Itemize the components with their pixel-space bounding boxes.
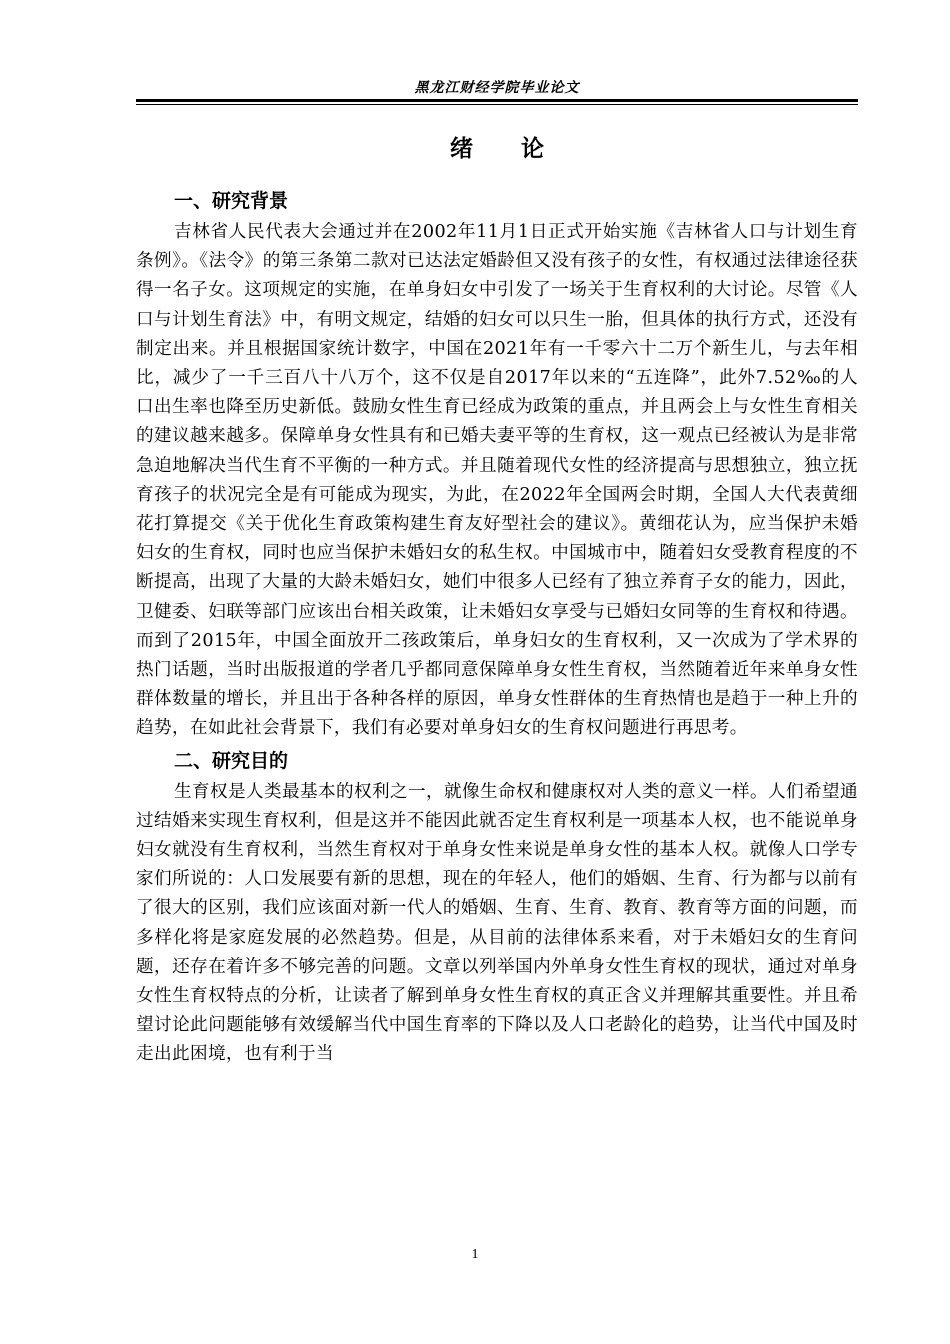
body-content [136, 184, 858, 1070]
header-rule [136, 99, 858, 102]
paragraph-purpose: 生育权是人类最基本的权利之一，就像生命权和健康权对人类的意义一样。人们希望通过结婚来实现生育权利，但是这并不能因此就否定生育权利是一项基本人权，也不能说单身妇女就没有生育权利，当然生育权对于单身女性来说是单身女性的基本人权。就像人口学专家们所说的：人口发展要有新的思想，现在的年轻人，他们的婚姻、生育、行为都与以前有了很大的区别，我们应该面对新一代人的婚姻、生育、生育、教育、教育等方面的问题，而多样化将是家庭发展的必然趋势。但是，从目前的法律体系来看，对于未婚妇女的生育问题，还存在着许多不够完善的问题。文章以列举国内外单身女性生育权的现状，通过对单身女性生育权特点的分析，让读者了解到单身女性生育权的真正含义并理解其重要性。并且希望讨论此问题能够有效缓解当代中国生育率的下降以及人口老龄化的趋势，让当代中国及时走出此困境，也有利于当 [136, 781, 858, 1065]
page-number: 1 [471, 1247, 479, 1262]
section-heading-background: 一、研究背景 [174, 190, 289, 212]
chapter-title: 绪 论 [449, 136, 544, 162]
running-header: 黑龙江财经学院毕业论文 [414, 80, 580, 96]
section-heading-purpose: 二、研究目的 [174, 749, 289, 772]
paragraph-background: 吉林省人民代表大会通过并在2002年11月1日正式开始实施《吉林省人口与计划生育条例》。《法令》的第三条第二款对已达法定婚龄但又没有孩子的女性，有权通过法律途径获得一名子女。这项规定的实施，在单身妇女中引发了一场关于生育权利的大讨论。尽管《人口与计划生育法》中，有明文规定，结婚的妇女可以只生一胎，但具体的执行方式，还没有制定出来。并且根据国家统计数字，中国在2021年有一千零六十二万个新生儿，与去年相比，减少了一千三百八十八万个，这不仅是自2017年以来的“五连降”，此外7.52‰的人口出生率也降至历史新低。鼓励女性生育已经成为政策的重点，并且两会上与女性生育相关的建议越来越多。保障单身女性具有和已婚夫妻平等的生育权，这一观点已经被认为是非常急迫地解决当代生育不平衡的一种方式。并且随着现代女性的经济提高与思想独立，独立抚育孩子的状况完全是有可能成为现实，为此，在2022年全国两会时期，全国人大代表黄细花打算提交《关于优化生育政策构建生育友好型社会的建议》。黄细花认为，应当保护未婚妇女的生育权，同时也应当保护未婚妇女的私生权。中国城市中，随着妇女受教育程度的不断提高，出现了大量的大龄未婚妇女，她们中很多人已经有了独立养育子女的能力，因此，卫健委、妇联等部门应该出台相关政策，让未婚妇女享受与已婚妇女同等的生育权和待遇。而到了2015年，中国全面放开二孩政策后，单身妇女的生育权利，又一次成为了学术界的热门话题，当时出版报道的学者几乎都同意保障单身女性生育权，当然随着近年来单身女性群体数量的增长，并且出于各种各样的原因，单身女性群体的生育热情也是趋于一种上升的趋势，在如此社会背景下，我们有必要对单身妇女的生育权问题进行再思考。 [136, 222, 858, 739]
header-rule-thin [136, 104, 858, 105]
